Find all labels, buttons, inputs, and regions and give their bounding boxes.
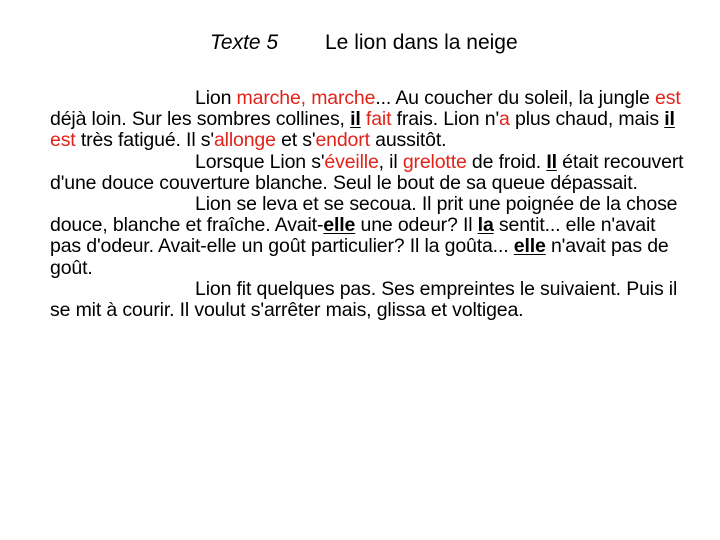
underlined-pronoun: Il bbox=[546, 150, 557, 173]
text-run: et s' bbox=[275, 129, 316, 152]
text-run: plus chaud, mais bbox=[509, 108, 665, 131]
paragraph bbox=[50, 152, 690, 194]
text-run: déjà loin. Sur les sombres collines, bbox=[50, 108, 351, 131]
highlighted-verb: éveille bbox=[324, 150, 379, 173]
text-run: Lion se leva et se secoua. Il prit une poignée de la chose douce, blanche et fraîche. Avait- bbox=[50, 193, 678, 237]
text-run: sentit... elle n'avait pas d'odeur. Avait-elle un goût particulier? Il la goûta... bbox=[50, 214, 656, 258]
highlighted-verb: allonge bbox=[213, 129, 276, 152]
underlined-pronoun: la bbox=[477, 214, 494, 237]
underlined-pronoun: elle bbox=[323, 214, 356, 237]
text-run: Lorsque Lion s' bbox=[195, 150, 325, 173]
title-row bbox=[210, 30, 518, 56]
text-run: frais. Lion n' bbox=[391, 108, 500, 131]
text-run: était recouvert d'une douce couverture blanche. Seul le bout de sa queue dépassait. bbox=[50, 150, 684, 194]
text-run: aussitôt. bbox=[369, 129, 447, 152]
paragraph bbox=[50, 279, 690, 321]
highlighted-verb: marche, marche bbox=[236, 87, 376, 109]
text-run: n'avait pas de goût. bbox=[50, 235, 669, 279]
text-run: très fatigué. Il s' bbox=[75, 129, 214, 152]
text-run: Lion bbox=[195, 87, 237, 109]
text-title: Le lion dans la neige bbox=[325, 31, 518, 54]
text-run: de froid. bbox=[466, 150, 547, 173]
highlighted-verb: fait bbox=[365, 108, 392, 131]
highlighted-verb: est bbox=[655, 87, 681, 109]
paragraph bbox=[50, 88, 690, 152]
highlighted-verb: a bbox=[499, 108, 510, 131]
paragraph bbox=[50, 194, 690, 279]
underlined-pronoun: elle bbox=[513, 235, 546, 258]
text-body bbox=[50, 88, 690, 321]
text-run: une odeur? Il bbox=[355, 214, 478, 237]
highlighted-verb: endort bbox=[315, 129, 370, 152]
highlighted-verb: grelotte bbox=[402, 150, 467, 173]
underlined-pronoun: il bbox=[664, 108, 675, 131]
text-run: Lion fit quelques pas. Ses empreintes le suivaient. Puis il se mit à courir. Il voulut s'arrêter mais, glissa et voltigea. bbox=[50, 277, 678, 322]
text-number-label: Texte 5 bbox=[210, 31, 279, 54]
text-run: , il bbox=[378, 150, 403, 173]
text-run: ... Au coucher du soleil, la jungle bbox=[375, 87, 656, 109]
highlighted-verb: est bbox=[50, 129, 76, 152]
underlined-pronoun: il bbox=[350, 108, 361, 131]
